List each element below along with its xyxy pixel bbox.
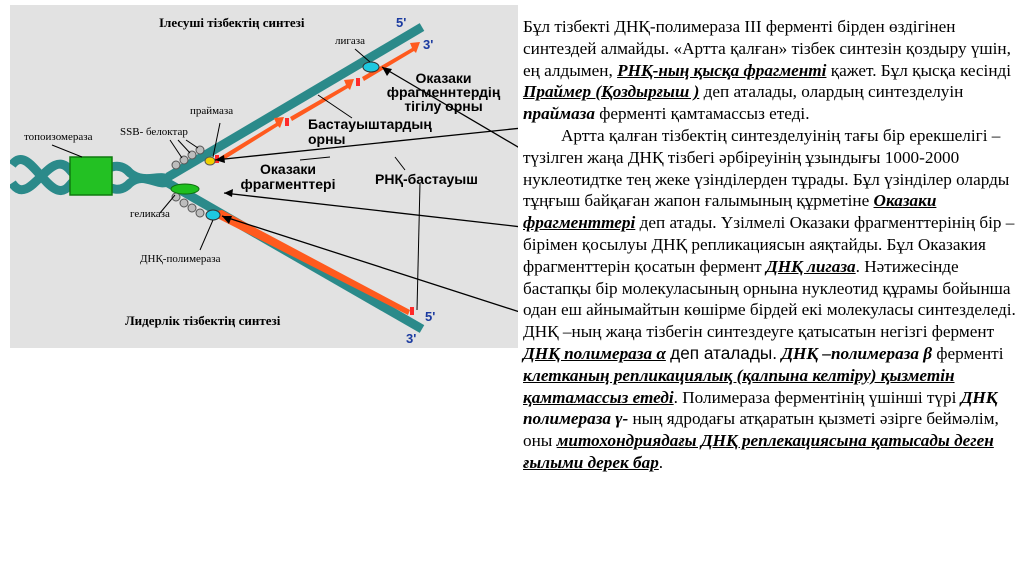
topoisomerase-box bbox=[70, 157, 112, 195]
p2-term-polymerase-beta: ДНҚ –полимераза β bbox=[781, 343, 933, 363]
ssb-label: SSB- белоктар bbox=[120, 126, 188, 138]
okazaki-fragments-label: Оказаки фрагменттері bbox=[240, 161, 336, 192]
top-3-prime-label: 3' bbox=[423, 37, 434, 52]
p2-text-e: . Нәтижесінде бастапқы бір молекуласының орнына нуклеотид құрамы бойынша одан еш айнымайтын көшірме бірдей екі молекуласы синтезделеді. ДНҚ –ның жаңа тізбегін синтездеуге қатысатын негізгі фермент bbox=[523, 256, 1016, 342]
leading-strand-arrow bbox=[206, 210, 410, 315]
paragraph-2 bbox=[523, 125, 1016, 474]
primase-shape bbox=[205, 157, 215, 165]
bottom-3-prime-label: 3' bbox=[406, 331, 417, 346]
p2-text-a: Артта қалған тізбектің синтезделуінің тағы бір ерекшелігі –түзілген жаңа ДНҚ тізбегі әрбіреуінің ұзындығы 1000-2000 нуклеотидтке тең жеке үзінділерден тұрады. Бұл үзінділер оларды тұңғыш байқаған жапон ғалымының құрметіне bbox=[523, 125, 1010, 211]
helicase-shape bbox=[171, 184, 199, 194]
topoisomerase-label: топоизомераза bbox=[24, 131, 93, 143]
dna-polymerase-label: ДНҚ-полимераза bbox=[140, 253, 221, 265]
p2-text-o: . bbox=[658, 452, 664, 472]
p2-term-polymerase-gamma: ДНҚ полимераза γ- bbox=[523, 387, 998, 429]
bottom-5-prime-label: 5' bbox=[425, 309, 436, 324]
p1-text-a: Бұл тізбекті ДНҚ-полимераза ІІІ ферменті бірден өздігінен синтездей алмайды. «Артта қалған» тізбек синтезін қоздыру үшін, ең алдымен, bbox=[523, 17, 1011, 80]
paragraph-1 bbox=[523, 16, 1016, 125]
primer-sites-label: Бастауыштардың орны bbox=[308, 116, 432, 147]
p1-term-primer: Праймер (Қоздырғыш ) bbox=[523, 82, 700, 102]
dna-polymerase-shape bbox=[206, 210, 220, 220]
explanation-text bbox=[523, 16, 1016, 474]
p1-text-e: деп аталады, олардың синтезделуін bbox=[703, 82, 964, 102]
okazaki-ligation-label: Оказаки фрагменнтердің тігілу орны bbox=[386, 70, 501, 114]
p1-text-g: ферменті қамтамассыз етеді. bbox=[599, 104, 810, 124]
p2-term-polymerase-alpha: ДНҚ полимераза α bbox=[523, 343, 666, 363]
p2-text-k: . Полимераза ферментінің үшінші түрі bbox=[673, 387, 957, 407]
lagging-strand-title: Ілесуші тізбектің синтезі bbox=[159, 15, 305, 30]
ligase-label: лигаза bbox=[335, 35, 365, 47]
p2-text-c: деп атады. Үзілмелі Оказаки фрагменттерінің бір –бірімен қосылуы ДНҚ репликациясын аяқтайды. Бұл Оказакия фрагменттерін қосатын фермент bbox=[523, 213, 1015, 276]
replication-fork-diagram bbox=[10, 5, 518, 348]
p2-text-m: ның ядродағы атқаратын қызметі әзірге беймәлім, оны bbox=[523, 409, 999, 451]
leading-strand-title: Лидерлік тізбектің синтезі bbox=[125, 313, 281, 328]
p2-text-i: ферменті bbox=[936, 343, 1004, 363]
primase-label: праймаза bbox=[190, 105, 234, 117]
p2-term-ligase: ДНҚ лигаза bbox=[765, 256, 856, 276]
p2-text-g: деп аталады. bbox=[670, 342, 778, 363]
p2-term-repair-function: клетканың репликациялық (қалпына келтіру) қызметін қамтамассыз етеді bbox=[523, 365, 955, 407]
p1-text-c: қажет. Бұл қысқа кесінді bbox=[830, 60, 1012, 80]
p2-term-mitochondria: митохондриядағы ДНҚ реплекациясына қатысады деген ғылыми дерек бар bbox=[523, 431, 994, 472]
top-5-prime-label: 5' bbox=[396, 15, 407, 30]
helicase-label: геликаза bbox=[130, 208, 170, 220]
p1-term-primase: праймаза bbox=[523, 104, 595, 124]
p1-term-rna-fragment: РНҚ-ның қысқа фрагменті bbox=[617, 60, 827, 80]
p2-term-okazaki: Оказаки фрагменттері bbox=[523, 191, 937, 233]
primer-marks bbox=[215, 78, 414, 315]
rna-primer-label: РНҚ-бастауыш bbox=[375, 171, 478, 187]
